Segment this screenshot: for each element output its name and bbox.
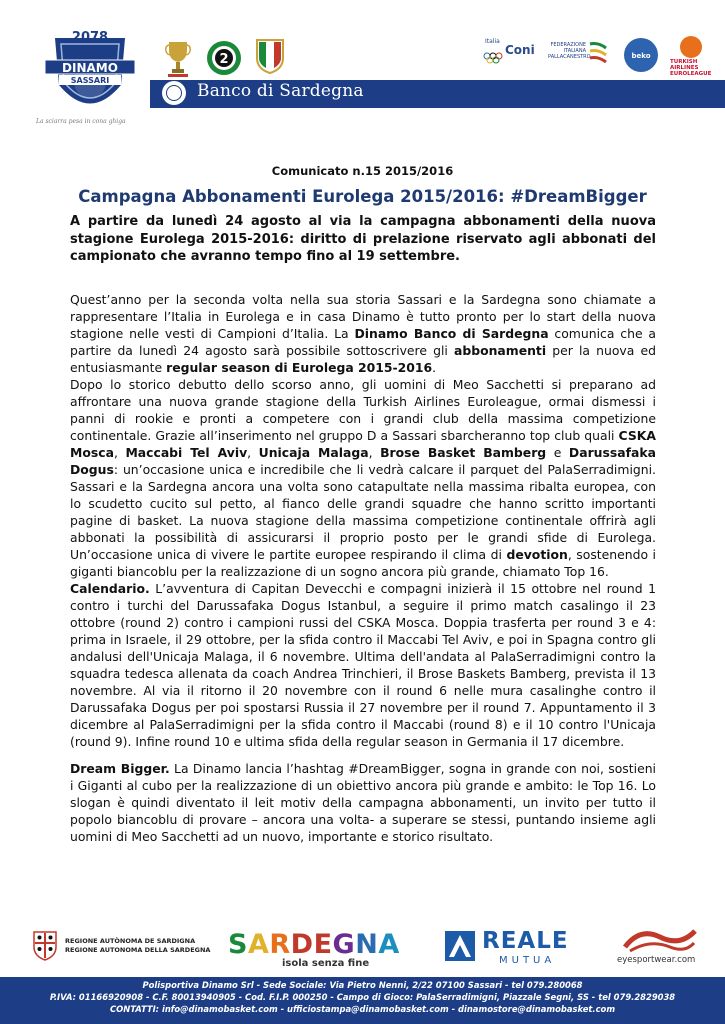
coppa-italia-badge-icon xyxy=(206,40,242,76)
footer-contacts xyxy=(0,977,725,1024)
eyesport-logo-icon xyxy=(620,925,700,955)
coni-logo xyxy=(483,38,535,70)
fip-logo xyxy=(548,40,608,72)
eyesport-text: eyesportwear.com xyxy=(617,955,696,965)
supercoppa-trophy-icon xyxy=(165,38,191,78)
logo-year: 2078 xyxy=(71,30,109,45)
scudetto-icon xyxy=(255,38,285,74)
bank-emblem-icon xyxy=(162,81,186,105)
document-title: Campagna Abbonamenti Eurolega 2015/2016: #DreamBigger xyxy=(78,187,647,206)
logo-name-top: DINAMO xyxy=(62,61,118,75)
sardegna-brand: SARDEGNA xyxy=(228,929,400,960)
mutua-text: MUTUA xyxy=(499,955,556,966)
footer-fiscal-info: P.IVA: 01166920908 - C.F. 80013940905 - Cod. F.I.P. 000250 - Campo di Gioco: PalaSerradimigni, Piazzale Segni, SS - tel 079.2829038 xyxy=(49,992,676,1002)
svg-text:2: 2 xyxy=(219,52,229,67)
paragraph-intro: Quest’anno per la seconda volta nella sua storia Sassari e la Sardegna sono chiamate a rappresentare l’Italia in Eurolega e in casa Dinamo è tutto pronto per lo start della nuova stagione nelle vesti di Campioni d’Italia. La Dinamo Banco di Sardegna comunica che a partire da lunedì 24 agosto sarà possibile sottoscrivere gli abbonamenti per la nuova ed entusiasmante regular season di Eurolega 2015-2016. Dopo lo storico debutto dello scorso anno, gli uomini di Meo Sacchetti si preparano ad affrontare una nuova grande stagione della Turkish Airlines Euroleague, ormai dismessi i panni di rookie e pronti a competere con i grandi club della massima competizione continentale. Grazie all’inserimento nel gruppo D a Sassari sbarcheranno top club quali CSKA Mosca, Maccabi Tel Aviv, Unicaja Malaga, Brose Basket Bamberg e Darussafaka Dogus: un’occasione unica e incredibile che li vedrà calcare il parquet del PalaSerradimigni. Sassari e la Sardegna ancora una volta sono catapultate nella massima ribalta europea, con lo scudetto cucito sul petto, al fianco delle grandi squadre che hanno scritto importanti pagine di basket. La nuova stagione della massima competizione continentale offrirà agli abbonati la possibilità di assicurarsi il proprio posto per le grandi sfide di Eurolega. Un’occasione unica di vivere le partite europee respirando il clima di devotion, sostenendo i giganti biancoblu per la realizzazione di un sogno ancora più grande, chiamato Top 16. xyxy=(70,292,656,579)
paragraph-calendario: Calendario. L’avventura di Capitan Devecchi e compagni inizierà il 15 ottobre nel round 1 contro i turchi del Darussafaka Dogus Istanbul, a seguire il primo match casalingo il 23 ottobre (round 2) contro i campioni russi del CSKA Mosca. Doppia trasferta per round 3 e 4: prima in Israele, il 29 ottobre, per la sfida contro il Maccabi Tel Aviv, e poi in Spagna contro gli andalusi dell'Unicaja Malaga, il 6 novembre. Ultima dell'andata al PalaSerradimigni contro la squadra tedesca allenata da coach Andrea Trinchieri, il Brose Baskets Bamberg, prevista il 13 novembre. Al via il ritorno il 20 novembre con il round 6 nelle mura casalinghe contro il Darussafaka Dogus per poi spostarsi Russia il 27 novembre per il round 7. Appuntamento il 3 dicembre al PalaSerradimigni per la sfida contro il Maccabi (round 8) e il 10 contro l'Unicaja (round 9). Infine round 10 e ultima sfida della regular season in Germania il 17 dicembre. xyxy=(70,581,656,749)
olympic-rings-icon xyxy=(483,52,503,64)
dream-bigger-heading: Dream Bigger. xyxy=(70,761,170,776)
footer-email-contacts: CONTATTI: info@dinamobasket.com - ufficiostampa@dinamobasket.com - dinamostore@dinamobasket.com xyxy=(109,1004,616,1014)
coni-top-label: Italia xyxy=(485,38,500,45)
calendario-heading: Calendario. xyxy=(70,581,150,596)
reale-text: REALE xyxy=(482,928,569,954)
sardegna-tagline: isola senza fine xyxy=(282,958,370,969)
dinamo-sassari-logo xyxy=(35,30,145,125)
comunicato-number: Comunicato n.15 2015/2016 xyxy=(271,164,454,178)
logo-name-bottom: SASSARI xyxy=(70,76,110,85)
logo-motto: La sciarra pesa in cona ghiga xyxy=(36,118,126,125)
letterhead xyxy=(0,0,725,135)
fip-text: FEDERAZIONE ITALIANA PALLACANESTRO xyxy=(548,42,591,60)
coni-label: Coni xyxy=(505,43,535,57)
beko-serie-a-logo xyxy=(624,38,658,72)
sponsor-logos xyxy=(0,925,725,970)
euroleague-text: TURKISH AIRLINES EUROLEAGUE xyxy=(670,59,712,77)
footer-address: Polisportiva Dinamo Srl - Sede Sociale: Via Pietro Nenni, 2/22 07100 Sassari - tel 079.280068 xyxy=(142,980,583,990)
regione-sardegna-crest-icon xyxy=(31,929,59,961)
reale-mutua-mark-icon xyxy=(445,931,475,961)
lead-paragraph: A partire da lunedì 24 agosto al via la campagna abbonamenti della nuova stagione Eurolega 2015-2016: diritto di prelazione riservato agli abbonati del campionato che avranno tempo fino al 19 settembre. xyxy=(70,214,656,264)
paragraph-dream-bigger: Dream Bigger. La Dinamo lancia l’hashtag #DreamBigger, sogna in grande con noi, sostieni i Giganti al cubo per la realizzazione di un obiettivo ancora più grande e ambito: le Top 16. Lo slogan è quindi diventato il leit motiv della campagna abbonamenti, un invito per tutto il popolo biancoblu di provare – ancora una volta- a superare se stessi, puntando insieme agli uomini di Meo Sacchetti ad un nuovo, importante e storico risultato. xyxy=(70,761,656,844)
euroleague-logo xyxy=(668,36,714,76)
regione-text: REGIONE AUTÒNOMA DE SARDIGNA REGIONE AUTONOMA DELLA SARDEGNA xyxy=(65,937,211,954)
bank-name: Banco di Sardegna xyxy=(197,81,364,101)
fip-mark-icon xyxy=(588,42,608,66)
bold-team-name: Dinamo Banco di Sardegna xyxy=(354,326,549,341)
euroleague-ball-icon xyxy=(680,36,702,58)
beko-label: beko xyxy=(631,52,651,60)
